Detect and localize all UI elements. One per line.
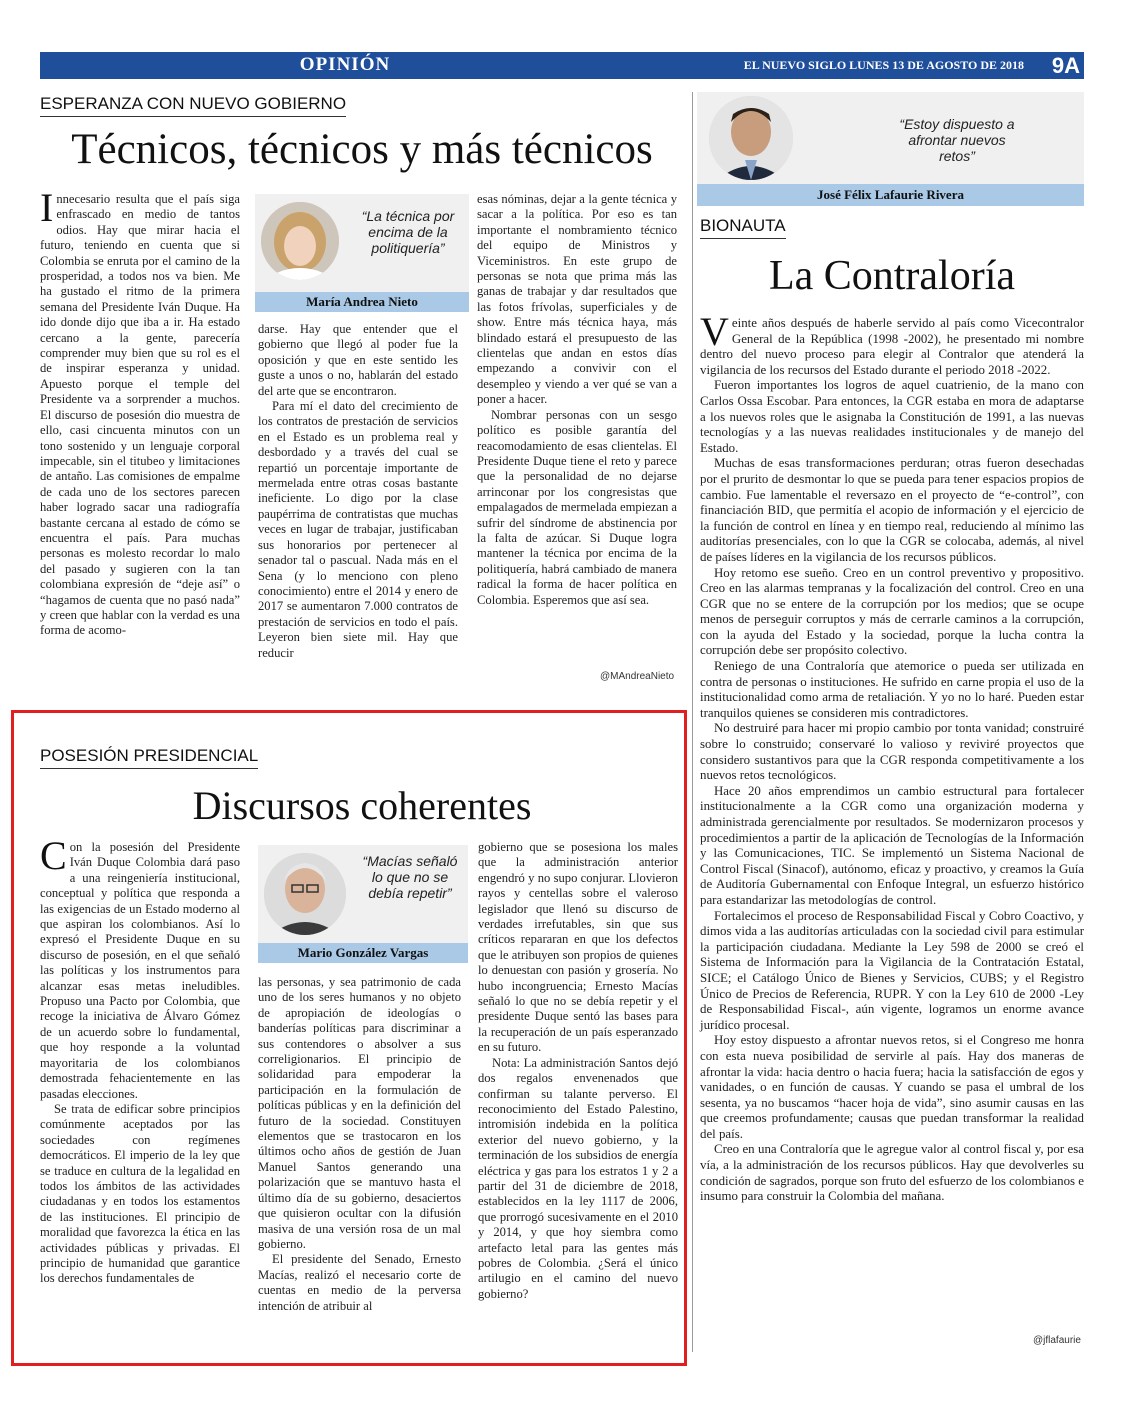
paragraph: Creo en una Contraloría que le agregue valor al control fiscal y, por esa vía, a la administración de los recursos públicos. Hay que devolverles su condición de sagrados, porque son fruto del esfuerzo de los colombianos e insumo para construir la Colombia del mañana.: [700, 1142, 1084, 1204]
paragraph: Fueron importantes los logros de aquel cuatrienio, de la mano con Carlos Ossa Escobar. Para entonces, la CGR estaba en mora de adaptarse a los nuevos roles que le asignaba la Constitución de 1991, a las nuevas tecnologías y a las nuevas realidades institucionales y de manejo del Estado.: [700, 378, 1084, 455]
article1-kicker: ESPERANZA CON NUEVO GOBIERNO: [40, 94, 346, 117]
author-name: Mario González Vargas: [258, 943, 468, 963]
article3-author-box: [258, 845, 468, 963]
author-quote: “La técnica por encima de la politiquería”: [361, 208, 455, 256]
paragraph: gobierno que se posesiona los males que la administración anterior engendró y no supo conjurar. Llovieron rayos y centellas sobre el valeroso legislador que llenó su discurso de verdades irrefutables, sin que sus críticos repararan en que los defectos que le atribuyen son propios de quienes lo denuestan con pasión y grosería. No hubo incongruencia; Ernesto Macías señaló lo que no se debía repetir y el presidente Duque sentó las bases para la recuperación de un país esperanzado en su futuro.: [478, 840, 678, 1055]
paragraph: El presidente del Senado, Ernesto Macías, realizó el necesario corte de cuentas en medio de la perversa intención de atribuir al: [258, 1252, 461, 1313]
article2-body: [700, 309, 1084, 1205]
paragraph: Hoy estoy dispuesto a afrontar nuevos retos, si el Congreso me honra con esta nueva posibilidad de servirle al país. Hay dos maneras de afrontar la vida: hacia dentro o hacia fuera; hacia la satisfacción de egos y vanidades, o en función de causas. Y cuando se pasa el umbral de los sesenta, ya no buscamos “hacer hoja de vida”, sino asumir causas en las que creemos profundamente; causas que puedan transformar la realidad del país.: [700, 1033, 1084, 1141]
paragraph: Se trata de edificar sobre principios comúnmente aceptados por las sociedades con regímenes democráticos. El imperio de la ley que se traduce en cultura de la legalidad en todos los ámbitos de las actividades ciudadanas y en todos los estamentos de las instituciones. El principio de moralidad que favorezca la ética en las actividades públicas y privadas. El principio de humanidad que garantice los derechos fundamentales de: [40, 1101, 240, 1286]
paragraph: No destruiré para hacer mi propio cambio por tonta vanidad; construiré sobre lo construido; conservaré lo valioso y reviviré proyectos que considero sustantivos para que la CGR responda competitivamente a los nuevos retos tecnológicos.: [700, 721, 1084, 783]
section-title: OPINIÓN: [299, 54, 391, 75]
article3-column-1: [40, 833, 240, 1287]
column-divider: [692, 92, 693, 1352]
article1-author-box: [255, 194, 469, 312]
paragraph: Muchas de esas transformaciones perduran; otras fueron desechadas por el prurito de desmontar lo que se pueda para tener espacios propios de cambio. Fue lamentable el reversazo en el proyecto de “e-control”, con financiación BID, que permitía el acopio de información y el ejercicio de la función de control en línea y en tiempo real, reduciendo al mínimo las auditorías presenciales, con lo que la CGR se colocaba, además, al nivel de países líderes en la vigilancia de los recursos públicos.: [700, 456, 1084, 564]
article2-headline: La Contraloría: [768, 253, 1016, 299]
paragraph: Nota: La administración Santos dejó dos regalos envenenados que confirman su talante perverso. El reconocimiento del Estado Palestino, intromisión indebida en la política exterior del nuevo gobierno, y la terminación de los subsidios de energía eléctrica y gas para los estratos 1 y 2 a partir del 31 de diciembre de 2018, establecidos en la ley 1117 de 2006, que prorrogó sucesivamente en el 2010 y 2014, y que hoy siembra como artefacto letal para las gentes más pobres de Colombia. ¿Será el único artilugio en el camino del nuevo gobierno?: [478, 1055, 678, 1301]
author-quote: “Estoy dispuesto a afrontar nuevos retos”: [899, 116, 1015, 164]
paragraph: Innecesario resulta que el país siga enfrascado en medio de tantos odios. Hay que mirar hacia el futuro, teniendo en cuenta que si Colombia se enruta por el camino de la prosperidad, a todos nos va bien. Me ha gustado el ritmo de la primera semana del Presidente Iván Duque. Ha ido donde dijo que iba a ir. Ha estado cercano a la gente, parecería comprender muy bien que su rol es el de inspirar esperanza y unidad. Apuesto porque el temple del Presidente va a sorprender a muchos. El discurso de posesión dio muestra de ello, casi cincuenta minutos con un tono sostenido y un lenguaje corporal impecable, sin el titubeo y limitaciones de antaño. Las comisiones de empalme de cada uno de los sectores parecen haber logrado sacar una radiografía bastante cercana al estado de cómo se encuentra el país. Para muchas personas es molesto recordar lo malo del pasado y sugieren con la tan colombiana expresión de “deje así” o “hagamos de cuenta que no pasó nada” y creen que hablar con la verdad es una forma de acomo-: [40, 185, 240, 638]
page-number: 9A: [1051, 53, 1080, 78]
article3-kicker: POSESIÓN PRESIDENCIAL: [40, 746, 258, 769]
paragraph: Veinte años después de haberle servido al país como Vicecontralor General de la República (1998 -2002), he presentado mi nombre dentro del nuevo proceso para elegir al Contralor que atenderá la vigilancia de los recursos del Estado durante el periodo 2018 -2022.: [700, 309, 1084, 377]
paragraph: Fortalecimos el proceso de Responsabilidad Fiscal y Cobro Coactivo, y dimos vida a las auditorías articuladas con la sociedad civil para estimular la participación ciudadana. Mediante la Ley 598 de 2000 se creó el Sistema de Información para la Vigilancia de la Contratación Estatal, SICE; el Catálogo Único de Bienes y Servicios, CUBS; y el Registro Único de Precios de Referencia, RUPR. Y con la Ley 610 de 2000 -Ley de Responsabilidad Fiscal-, aún vigente, logramos un enorme avance jurídico procesal.: [700, 908, 1084, 1032]
article3-column-2: [258, 975, 461, 1314]
paragraph: Hace 20 años emprendimos un cambio estructural para fortalecer institucionalmente a la CGR como una organización moderna y administrada gerencialmente por resultados. Se modernizaron procesos y procedimientos a partir de la aplicación de Tecnologías de la Información y las Comunicaciones, TIC. Se implementó un Sistema Nacional de Control Fiscal (Sinacof), autónomo, eficaz y proactivo, y creamos la Guía de Auditoría Gubernamental con Enfoque Integral, un esfuerzo histórico para estandarizar las metodologías de control.: [700, 783, 1084, 907]
article1-column-1: [40, 185, 240, 639]
paragraph: esas nóminas, dejar a la gente técnica y sacar a la política. Por eso es tan importante el nombramiento técnico del equipo de Ministros y Viceministros. En este grupo de personas se nota que prima más las ganas de trabajar y dar resultados que las fotos frívolas, superficiales y de show. Entre más técnica haya, más blindado estará el presupuesto de las clientelas que andan en estos días empezando a convivir con el desempleo y viendo a ver qué se van a poner a hacer.: [477, 192, 677, 407]
paragraph: Con la posesión del Presidente Iván Duque Colombia dará paso a una reingeniería institucional, conceptual y política que responda a las exigencias de un Estado moderno al que aspiran los colombianos. Así lo expresó el Presidente Duque en su discurso de posesión, en el que señaló las políticas y los instrumentos para alcanzar esas metas ineludibles. Propuso una Pacto por Colombia, que recoge la iniciativa de Álvaro Gómez de un acuerdo sobre lo fundamental, que hoy responde a la voluntad mayoritaria de los colombianos demostrada fehacientemente en las pasadas elecciones.: [40, 833, 240, 1101]
paragraph: darse. Hay que entender que el gobierno que llegó al poder fue la oposición y que en este sentido les guste a unos o no, hablarán del estado del arte que se encontraron.: [258, 322, 458, 398]
paragraph: Nombrar personas con un sesgo político es posible garantía del reacomodamiento de esas clientelas. El Presidente Duque tiene el reto y parece que la personalidad de no dejarse arrinconar por los congresistas que empalagados de mermelada empiezan a sufrir del síndrome de abstinencia por la falta de azúcar. Si Duque logra mantener la técnica por encima de la politiquería, habrá cambiado de manera radical la forma de hacer política en Colombia. Esperemos que así sea.: [477, 407, 677, 607]
article3-headline: Discursos coherentes: [192, 783, 532, 828]
header-date: EL NUEVO SIGLO LUNES 13 DE AGOSTO DE 2018: [743, 58, 1024, 72]
author-photo: [709, 96, 793, 180]
article1-column-2: [258, 322, 458, 661]
article2-kicker: BIONAUTA: [700, 216, 786, 239]
author-photo: [264, 853, 346, 935]
author-name: José Félix Lafaurie Rivera: [697, 184, 1084, 206]
paragraph: Para mí el dato del crecimiento de los contratos de prestación de servicios en el Estado es un problema real y desbordado y a través del cual se repartió un porcentaje importante de mermelada entre otras cosas bastante ineficiente. Lo digo por la clase paupérrima de contratistas que muchas veces en lugar de trabajar, justificaban sus honorarios por pertenecer al senador tal o pascual. Nada más en el Sena (y lo menciono con pleno conocimiento) entre el 2014 y enero de 2017 se aumentaron 7.000 contratos de prestación de servicios en todo el país. Leyeron bien siete mil. Hay que reducir: [258, 399, 458, 660]
author-handle: @jflafaurie: [1033, 1335, 1081, 1346]
page-header-bar: [40, 52, 1084, 79]
author-name: María Andrea Nieto: [255, 292, 469, 312]
author-quote: “Macías señaló lo que no se debía repetir”: [362, 853, 458, 901]
author-handle: @MAndreaNieto: [600, 671, 675, 682]
author-photo: [261, 202, 339, 280]
article1-column-3: [477, 192, 677, 608]
article1-headline: Técnicos, técnicos y más técnicos: [71, 126, 653, 173]
article2-author-box: [697, 92, 1084, 206]
paragraph: Hoy retomo ese sueño. Creo en un control preventivo y propositivo. Creo en las alarmas tempranas y la focalización del control. Creo en una CGR que no se entere de la corrupción por los medios; que se ocupe menos de perseguir corruptos y más de cerrarle caminos a la corrupción, con la ayuda del Estado y la sociedad, porque la lucha contra la corrupción debe ser propósito colectivo.: [700, 565, 1084, 658]
paragraph: las personas, y sea patrimonio de cada uno de los seres humanos y no objeto de apropiación de ideologías o banderías políticas para discriminar a sus contendores o absolver a sus correligionarios. El principio de solidaridad para empoderar la participación en la formulación de políticas públicas y en la definición del futuro de la sociedad. Constituyen elementos que se trastocaron en los últimos ocho años de gestión de Juan Manuel Santos generando una polarización que se mantuvo hasta el último día de su gobierno, desaciertos que quisieron ocultar con la difusión masiva de una versión rosa de un mal gobierno.: [258, 975, 461, 1251]
article3-column-3: [478, 840, 678, 1302]
paragraph: Reniego de una Contraloría que atemorice o pueda ser utilizada en contra de personas o instituciones. He sufrido en carne propia el uso de la institucionalidad como arma de retaliación. Y yo no lo haré. Pueden estar tranquilos quienes se consideren mis contradictores.: [700, 659, 1084, 720]
